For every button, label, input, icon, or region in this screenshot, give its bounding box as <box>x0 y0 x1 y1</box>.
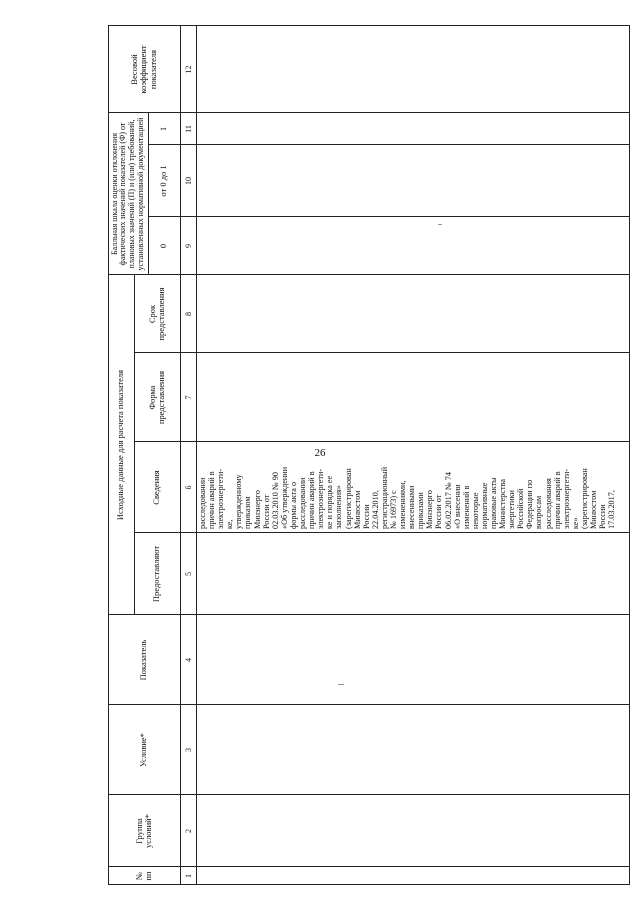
col-number-1: 1 <box>183 874 193 878</box>
col-number-10: 10 <box>183 177 193 185</box>
header-num: № пп <box>133 871 153 881</box>
col-divider-9 <box>148 216 630 217</box>
header-indicator: Показатель <box>138 639 149 681</box>
header-source-data: Исходные данные для расчета показателя <box>115 369 126 521</box>
scan-mark <box>338 684 344 685</box>
header-scale: Балльная шкала оценки отклонения фактических значений показателей (Ф) от плановых значений (П) и (или) требований, установленных нормативной документацией <box>109 117 145 271</box>
col-number-4: 4 <box>183 658 193 662</box>
col-number-11: 11 <box>183 125 193 133</box>
header-scale-1: 1 <box>158 126 169 132</box>
info-cell-text: расследовании причин аварий в электроэнергети- ке, утвержденному приказом Минэнерго России от 02.03.2010 № 90 «Об утверждении формы акта о расследовании причин аварий в электроэнергети- ке и порядка ее заполнения» (зарегистрирован Минюстом России 22.04.2010, регистрационный № 16973) с изменениями, внесенными приказами Минэнерго России от 06.02.2017 № 74 «О внесении изменений в некоторые нормативные правовые акты Министерства энергетики Российской Федерации по вопросам расследования причин аварий в электроэнергети- ке» (зарегистрирован Минюстом России 17.03.2017, <box>198 466 617 529</box>
header-info: Сведения <box>151 470 162 505</box>
page-number: 26 <box>314 447 326 459</box>
col-number-3: 3 <box>183 748 193 752</box>
col-number-12: 12 <box>183 65 193 74</box>
header-weight: Весовой коэффициент показателя <box>128 45 158 94</box>
data-table <box>108 25 630 885</box>
header-scale-0: 0 <box>158 243 169 249</box>
col-number-9: 9 <box>183 244 193 248</box>
col-divider-10 <box>148 144 630 145</box>
header-provider: Предоставляют <box>151 545 162 603</box>
col-number-7: 7 <box>183 395 193 400</box>
col-number-2: 2 <box>183 829 193 833</box>
header-form: Форма представления <box>146 370 166 425</box>
table-bottom-border <box>629 25 630 885</box>
col-divider-7 <box>134 352 630 353</box>
col-number-6: 6 <box>183 485 193 490</box>
column-number-row-divider <box>196 25 197 885</box>
header-deadline: Срок представления <box>146 287 166 341</box>
scan-mark <box>438 224 442 225</box>
col-divider-6 <box>134 441 630 442</box>
col-divider-5 <box>134 532 630 533</box>
col-number-5: 5 <box>183 572 193 576</box>
col-number-8: 8 <box>183 312 193 316</box>
header-condition: Условие* <box>138 733 149 767</box>
header-scale-mid: от 0 до 1 <box>158 165 169 197</box>
header-group: Группа условий* <box>133 814 153 848</box>
